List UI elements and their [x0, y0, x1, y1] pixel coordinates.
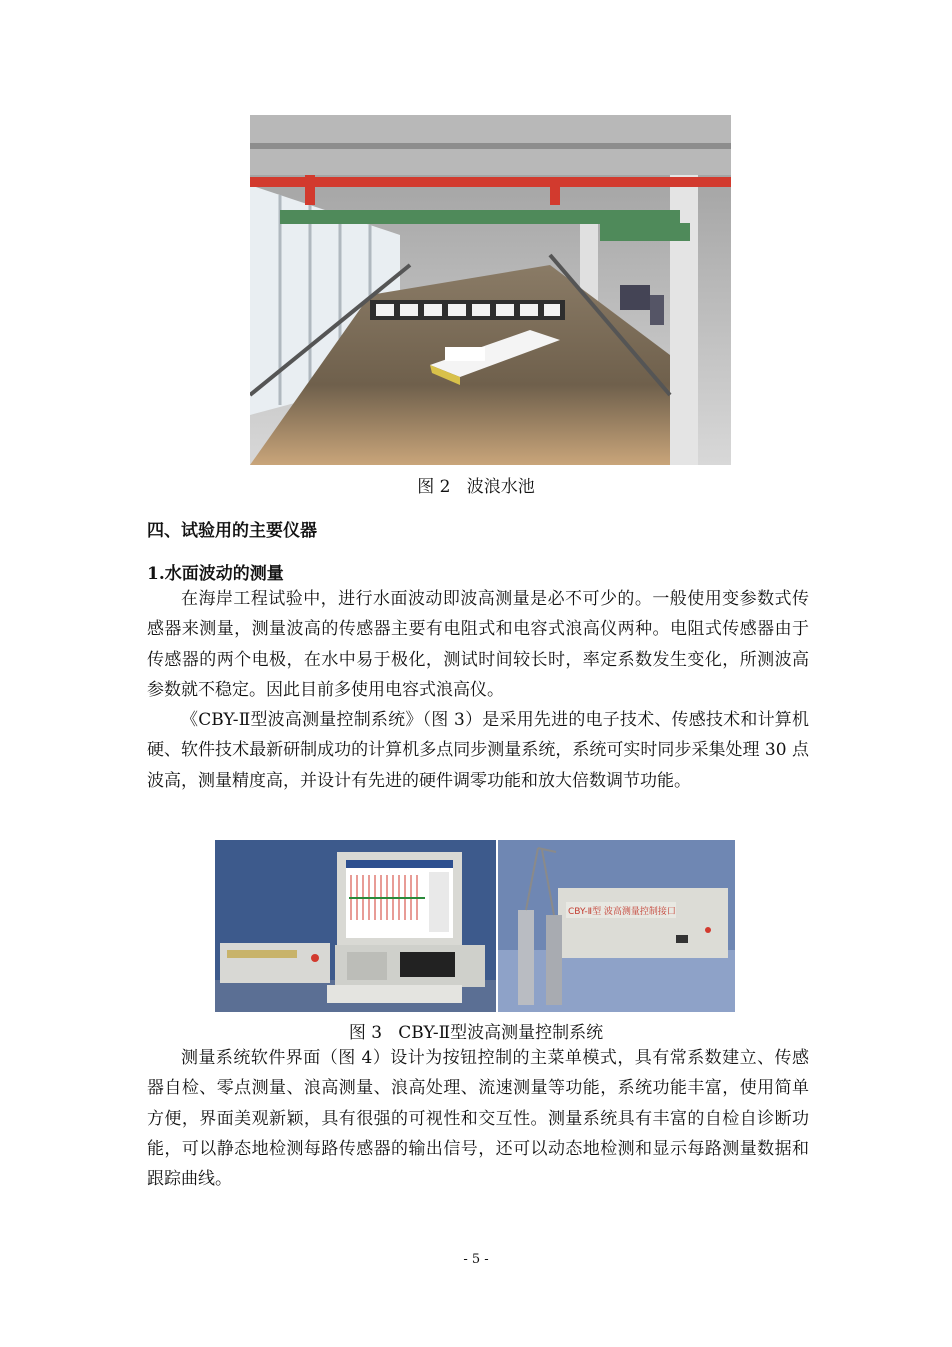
figure-2-caption: 图 2 波浪水池 [417, 477, 535, 497]
wave-basin-photo [250, 115, 731, 465]
paragraph-1: 在海岸工程试验中，进行水面波动即波高测量是必不可少的。一般使用变参数式传感器来测量，测量波高的传感器主要有电阻式和电容式浪高仪两种。电阻式传感器由于传感器的两个电极，在水中易于极化，测试时间较长时，率定系数发生变化，所测波高参数就不稳定。因此目前多使用电容式浪高仪。 [147, 589, 809, 700]
section-heading: 四、试验用的主要仪器 [147, 521, 317, 541]
device-label: CBY-Ⅱ型 波高测量控制接口 [568, 907, 676, 917]
paragraph-3: 测量系统软件界面（图 4）设计为按钮控制的主菜单模式，具有常系数建立、传感器自检、零点测量、浪高测量、浪高处理、流速测量等功能，系统功能丰富，使用简单方便，界面美观新颖，具有很强的可视性和交互性。测量系统具有丰富的自检自诊断功能，可以静态地检测每路传感器的输出信号，还可以动态地检测和显示每路测量数据和跟踪曲线。 [147, 1048, 809, 1190]
wave-sensor-photo [498, 840, 735, 1012]
subsection-heading: 1.水面波动的测量 [147, 564, 284, 584]
paragraph-2: 《CBY-Ⅱ型波高测量控制系统》（图 3）是采用先进的电子技术、传感技术和计算机硬、软件技术最新研制成功的计算机多点同步测量系统，系统可实时同步采集处理 30 点波高，测量精度高，并设计有先进的硬件调零功能和放大倍数调节功能。 [147, 710, 809, 791]
page-number: - 5 - [463, 1252, 489, 1267]
measurement-system-photo [215, 840, 496, 1012]
figure-3-caption: 图 3 CBY-Ⅱ型波高测量控制系统 [348, 1023, 604, 1043]
